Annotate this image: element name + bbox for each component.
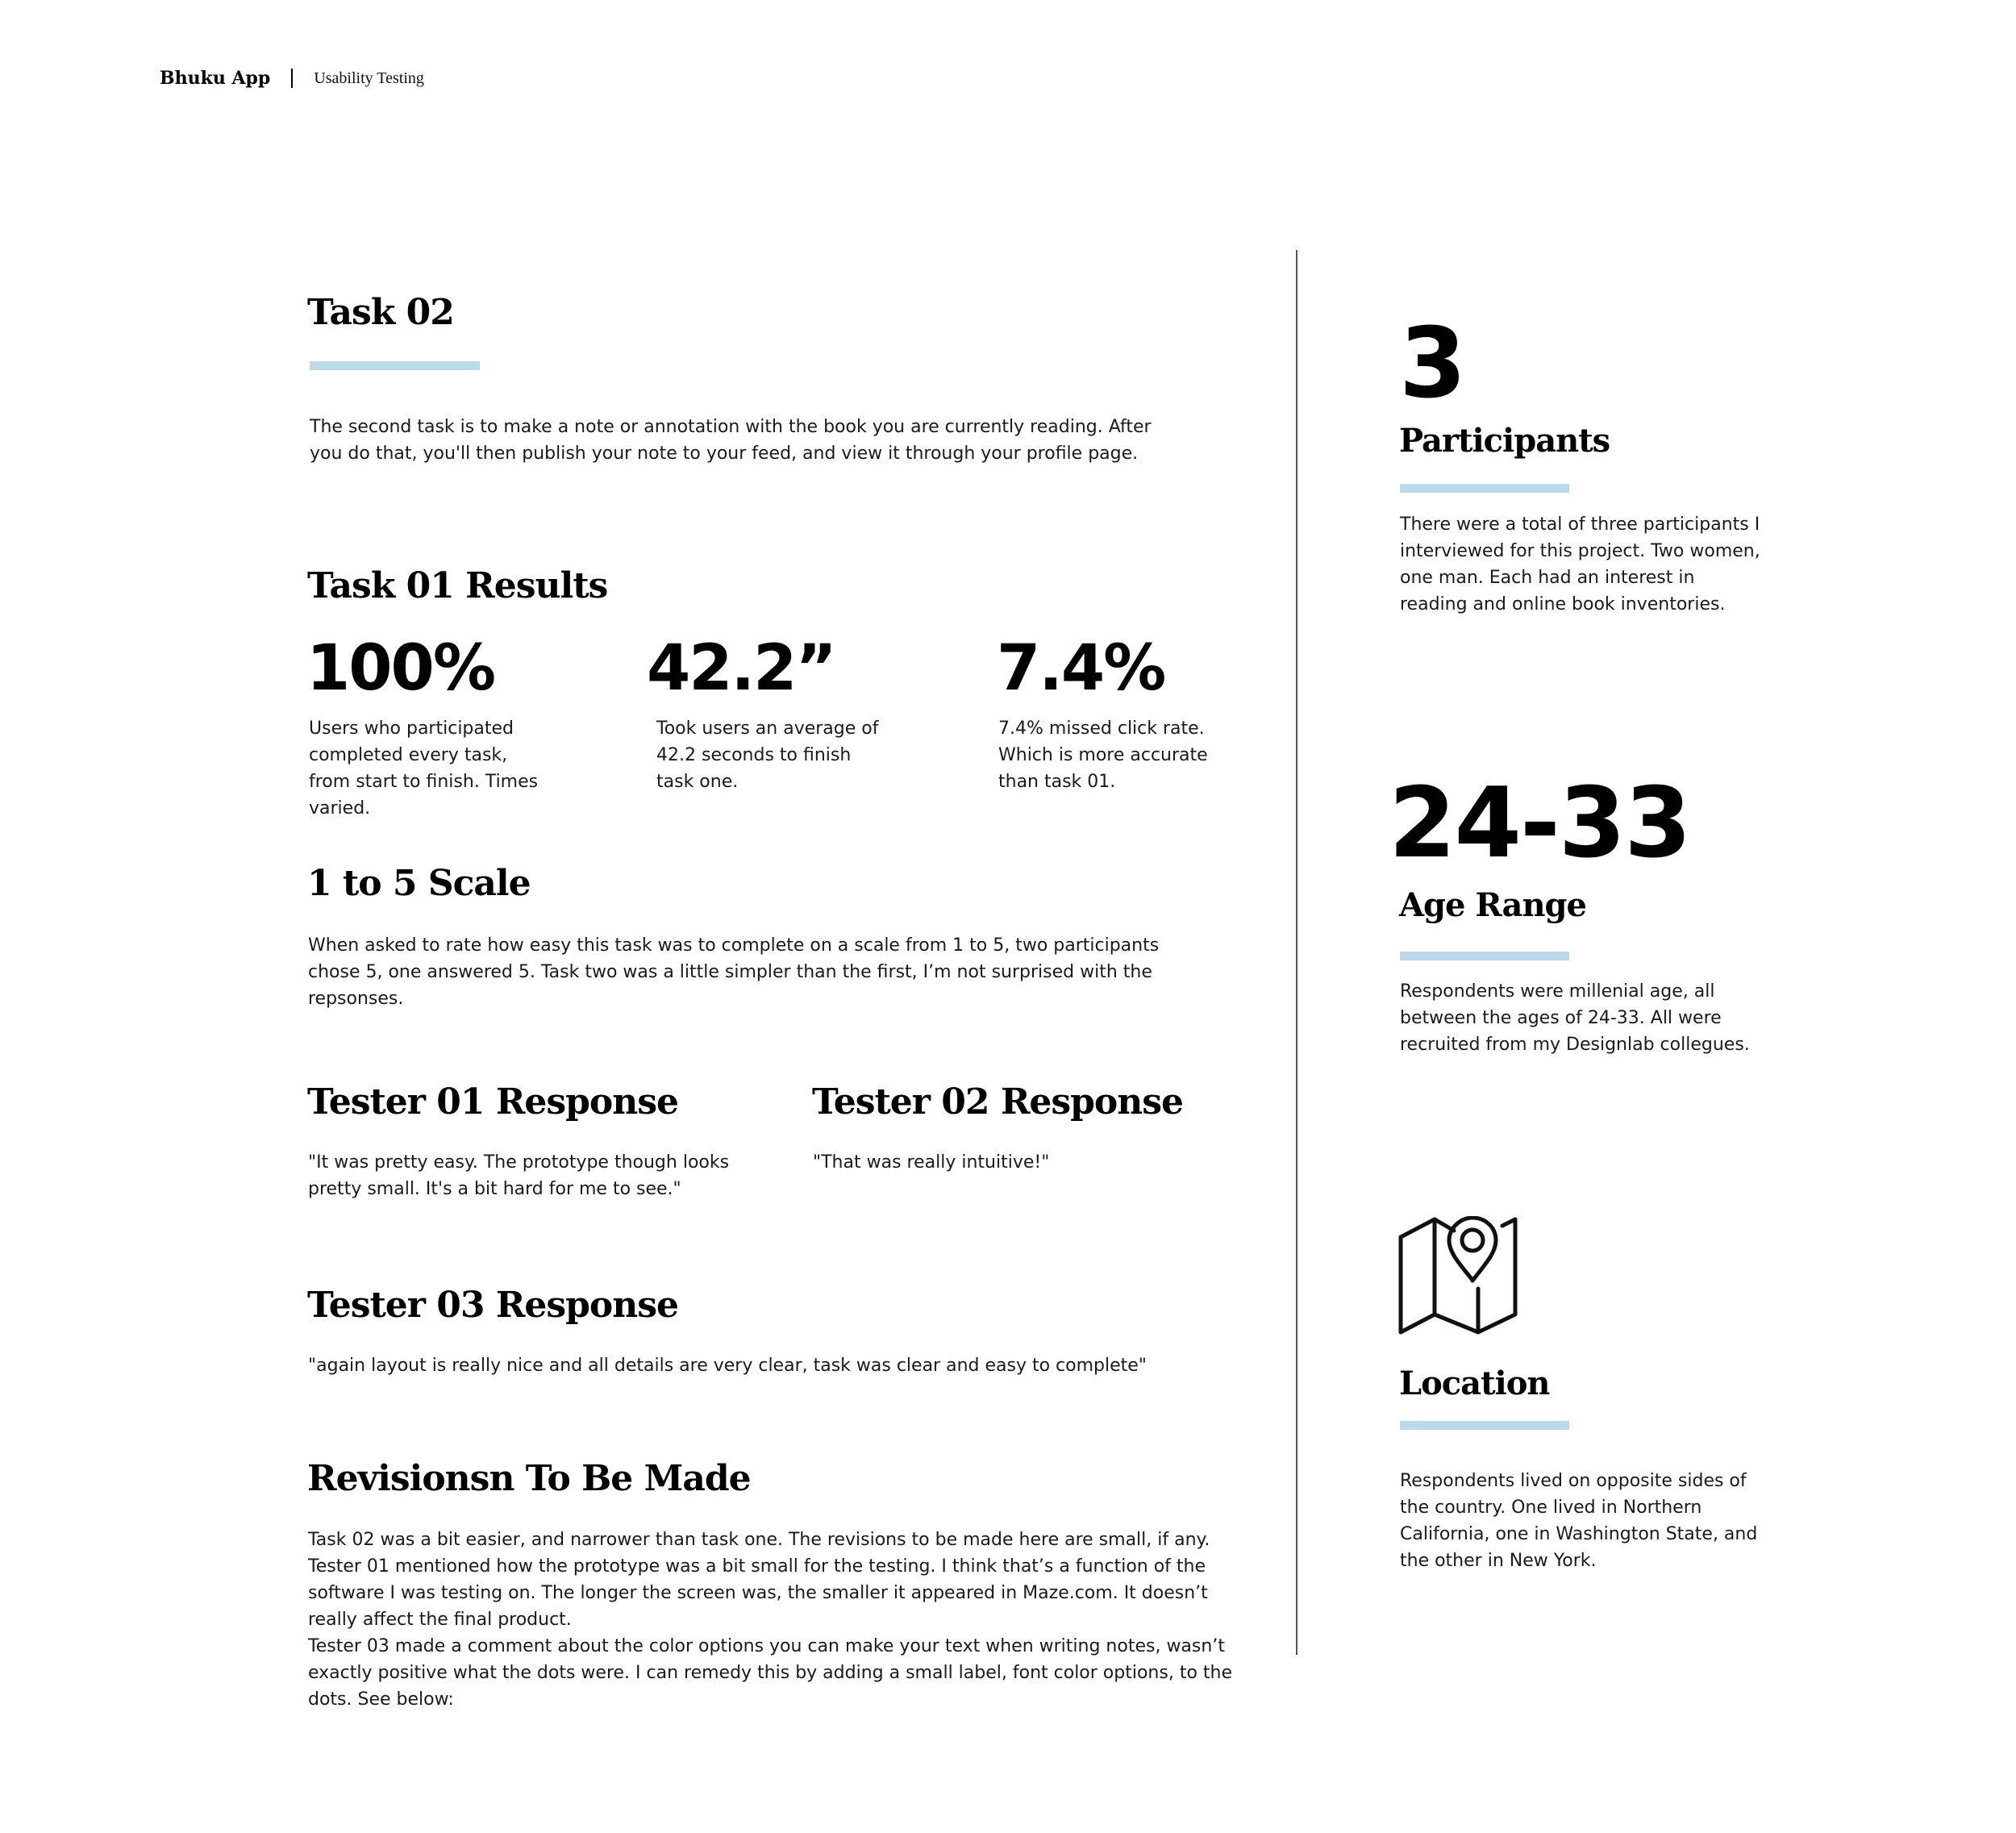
task02-description: The second task is to make a note or annotation with the book you are currently reading. After you do that, you'll then publish your note to your feed, and view it through your profile page. <box>310 417 1152 464</box>
brand-name: Bhuku App <box>160 68 271 89</box>
stat-click-value: 7.4% <box>997 632 1165 705</box>
stat-completion-value: 100% <box>306 632 494 705</box>
tester01-title: Tester 01 Response <box>307 1081 679 1123</box>
age-range-title: Age Range <box>1399 886 1586 924</box>
column-divider <box>1296 250 1297 1655</box>
task02-title: Task 02 <box>307 292 454 333</box>
results-title: Task 01 Results <box>307 565 608 606</box>
participants-underline <box>1400 484 1569 493</box>
location-underline <box>1400 1421 1569 1430</box>
header-separator <box>291 69 293 88</box>
task02-underline <box>310 361 480 370</box>
stat-time-value: 42.2” <box>647 632 835 705</box>
section-label: Usability Testing <box>314 69 424 87</box>
tester03-title: Tester 03 Response <box>307 1285 679 1326</box>
tester01-quote: "It was pretty easy. The prototype though looks pretty small. It's a bit hard for me to see." <box>308 1152 730 1199</box>
location-text: Respondents lived on opposite sides of the country. One lived in Northern California, one in Washington State, and the other in New York. <box>1400 1471 1758 1571</box>
tester03-quote: "again layout is really nice and all details are very clear, task was clear and easy to complete" <box>308 1356 1147 1376</box>
stat-time-description: Took users an average of 42.2 seconds to finish task one. <box>656 719 879 792</box>
scale-title: 1 to 5 Scale <box>307 863 531 904</box>
age-range-underline <box>1400 952 1569 960</box>
revisions-paragraph-1: Task 02 was a bit easier, and narrower than task one. The revisions to be made here are small, if any. Tester 01 mentioned how the prototype was a bit small for the testing. I think that’s a function of the software I was testing on. The longer the screen was, the smaller it appeared in Maze.com. It doesn’t really affect the final product. <box>308 1530 1210 1630</box>
age-range-text: Respondents were millenial age, all between the ages of 24-33. All were recruited from my Designlab collegues. <box>1400 981 1750 1055</box>
scale-text: When asked to rate how easy this task was to complete on a scale from 1 to 5, two participants chose 5, one answered 5. Task two was a little simpler than the first, I’m not surprised with the repsonses. <box>308 935 1160 1009</box>
revisions-title: Revisionsn To Be Made <box>307 1458 751 1499</box>
tester02-quote: "That was really intuitive!" <box>813 1152 1050 1173</box>
map-pin-icon <box>1397 1216 1518 1337</box>
stat-completion-description: Users who participated completed every task, from start to finish. Times varied. <box>309 719 539 819</box>
participants-value: 3 <box>1399 308 1465 420</box>
age-range-value: 24-33 <box>1389 768 1690 880</box>
stat-click-description: 7.4% missed click rate. Which is more accurate than task 01. <box>998 719 1208 792</box>
top-bar <box>160 66 424 90</box>
participants-text: There were a total of three participants I interviewed for this project. Two women, one man. Each had an interest in reading and online book inventories. <box>1400 514 1760 614</box>
participants-title: Participants <box>1399 422 1610 460</box>
tester02-title: Tester 02 Response <box>812 1081 1184 1123</box>
revisions-paragraph-2: Tester 03 made a comment about the color options you can make your text when writing notes, wasn’t exactly positive what the dots were. I can remedy this by adding a small label, font color options, to the dots. See below: <box>308 1636 1232 1710</box>
location-title: Location <box>1399 1364 1550 1402</box>
